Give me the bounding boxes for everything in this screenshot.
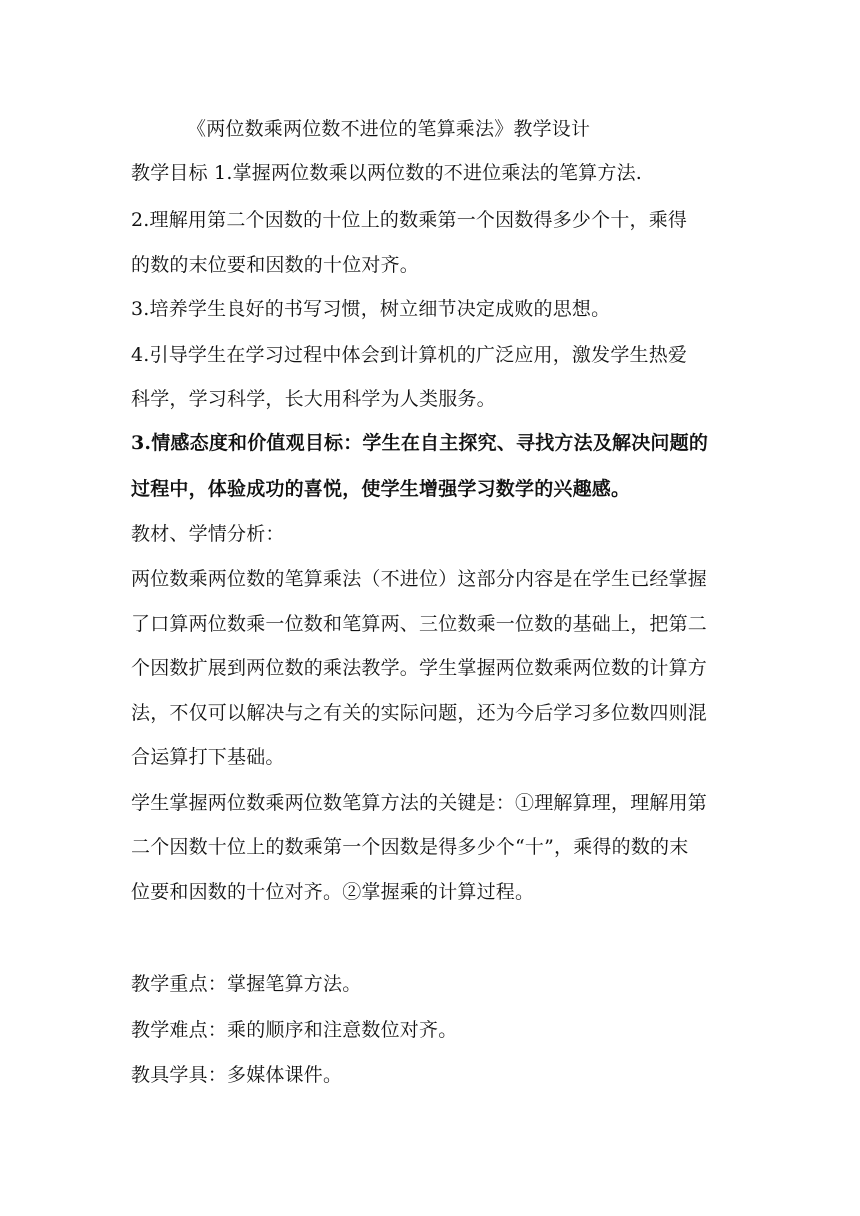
goal-line-3: 3.培养学生良好的书写习惯，树立细节决定成败的思想。 xyxy=(131,298,611,320)
goal-line-1: 教学目标 1.掌握两位数乘以两位数的不进位乘法的笔算方法. xyxy=(131,162,643,184)
document-title: 《两位数乘两位数不进位的笔算乘法》教学设计 xyxy=(187,118,591,140)
emotion-goal-line-b: 过程中，体验成功的喜悦，使学生增强学习数学的兴趣感。 xyxy=(131,478,631,500)
goal-line-4b: 科学，学习科学，长大用科学为人类服务。 xyxy=(131,388,496,410)
analysis-heading: 教材、学情分析： xyxy=(131,523,285,545)
teaching-tools: 教具学具：多媒体课件。 xyxy=(131,1064,343,1086)
analysis-paragraph-1-line-1: 两位数乘两位数的笔算乘法（不进位）这部分内容是在学生已经掌握 xyxy=(131,568,708,590)
analysis-paragraph-2-line-1: 学生掌握两位数乘两位数笔算方法的关键是：①理解算理，理解用第 xyxy=(131,792,708,814)
emotion-goal-line-a: 3.情感态度和价值观目标：学生在自主探究、寻找方法及解决问题的 xyxy=(131,432,709,454)
teaching-difficulty: 教学难点：乘的顺序和注意数位对齐。 xyxy=(131,1019,458,1041)
goal-line-2a: 2.理解用第二个因数的十位上的数乘第一个因数得多少个十，乘得 xyxy=(131,209,688,231)
goal-line-4a: 4.引导学生在学习过程中体会到计算机的广泛应用，激发学生热爱 xyxy=(131,344,688,366)
analysis-paragraph-1-line-2: 了口算两位数乘一位数和笔算两、三位数乘一位数的基础上，把第二 xyxy=(131,613,708,635)
analysis-paragraph-1-line-5: 合运算打下基础。 xyxy=(131,746,285,768)
goal-line-2b: 的数的末位要和因数的十位对齐。 xyxy=(131,254,420,276)
teaching-focus: 教学重点：掌握笔算方法。 xyxy=(131,973,362,995)
analysis-paragraph-1-line-3: 个因数扩展到两位数的乘法教学。学生掌握两位数乘两位数的计算方 xyxy=(131,657,708,679)
analysis-paragraph-2-line-3: 位要和因数的十位对齐。②掌握乘的计算过程。 xyxy=(131,881,535,903)
analysis-paragraph-1-line-4: 法，不仅可以解决与之有关的实际问题，还为今后学习多位数四则混 xyxy=(131,702,708,724)
analysis-paragraph-2-line-2: 二个因数十位上的数乘第一个因数是得多少个“十”，乘得的数的末 xyxy=(131,836,689,858)
